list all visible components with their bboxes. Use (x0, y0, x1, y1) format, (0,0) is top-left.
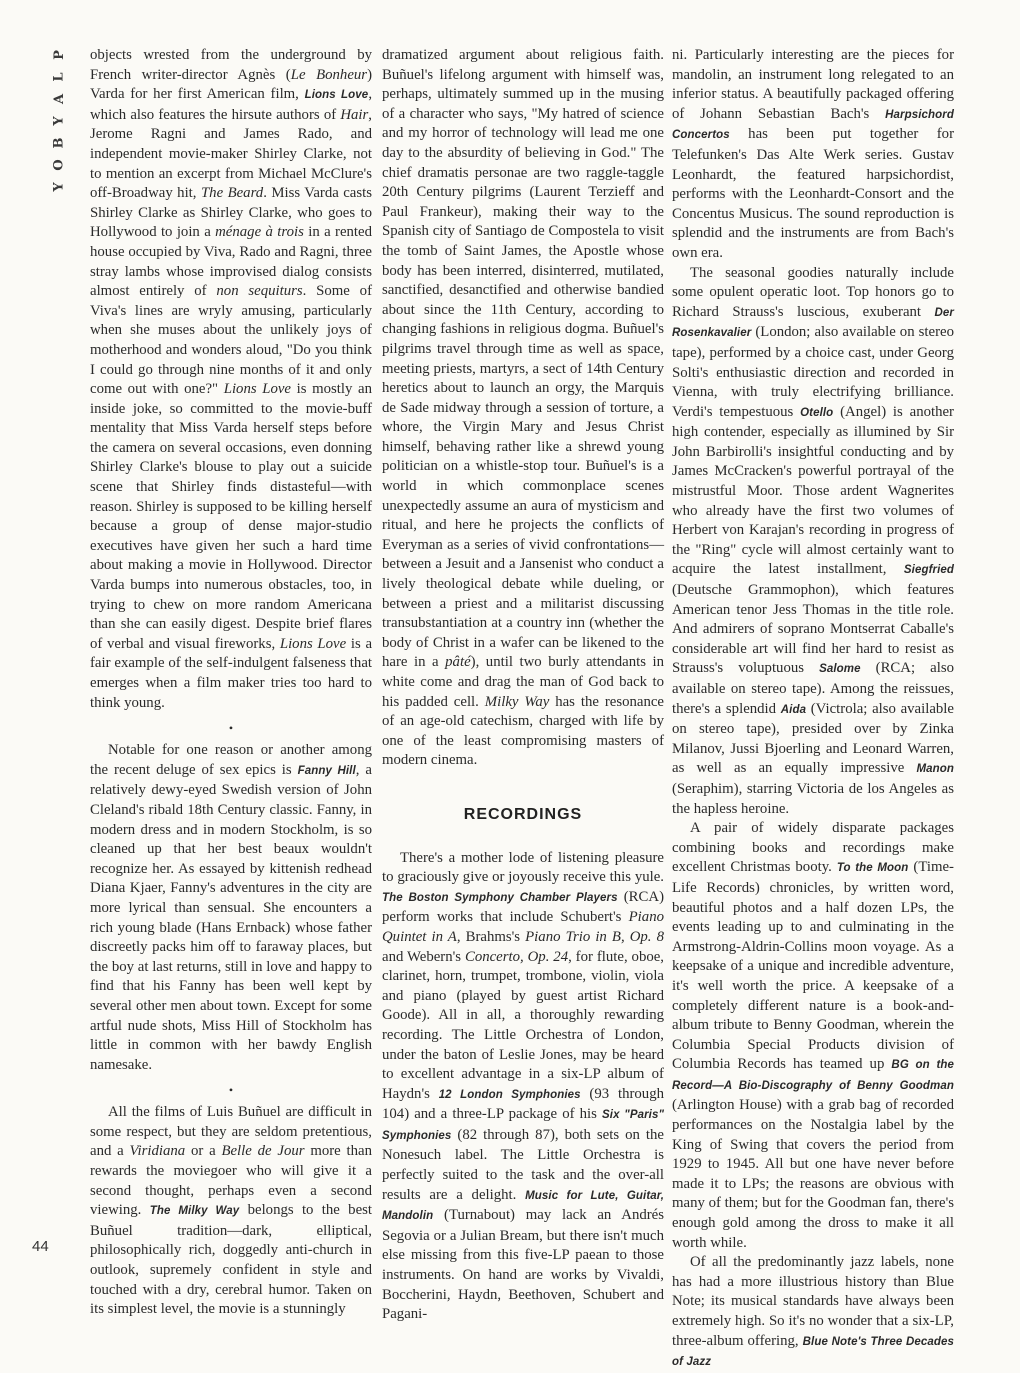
paragraph-opera: The seasonal goodies naturally include some opulent operatic loot. Top honors go to Richard Strauss's luscious, exuberant Der Rosenkavalier (London; also available on stereo tape), performed by a choice cast, under Georg Solti's enthusiastic direction and recorded in Vienna, with truly electrifying brilliance. Verdi's tempestuous Otello (Angel) is another high contender, especially as illumined by Sir John Barbirolli's insightful conducting and by James McCracken's powerful portrayal of the mistrustful Moor. Those ardent Wagnerites who already have the first two volumes of Herbert von Karajan's recording in progress of the "Ring" cycle will almost certainly want to acquire the latest installment, Siegfried (Deutsche Grammophon), which features American tenor Jess Thomas in the title role. And admirers of soprano Montserrat Caballe's considerable art will find her hard to resist as Strauss's voluptuous Salome (RCA; also available on stereo tape). Among the reissues, there's a splendid Aida (Victrola; also available on stereo tape), presided over by Zinka Milanov, Jussi Bjoerling and Leonard Warren, as well as an equally impressive Manon (Seraphim), starring Victoria de los Angeles as the hapless heroine. (672, 264, 954, 817)
masthead-letter: B (51, 137, 67, 149)
paragraph-fanny-hill: Notable for one reason or another among the recent deluge of sex epics is Fanny Hill, a relatively dewy-eyed Swedish version of John Cleland's ribald 18th Century classic. Fanny, in modern dress and in modern Stockholm, is so cleaned up that her best beaux wouldn't recognize her. As essayed by kittenish redhead Diana Kjaer, Fanny's adventures in the city are more lyrical than sensual. She encounters a rich young blade (Hans Ernback) whose father discreetly packs him off to faraway places, but the boy at last returns, still in love and happy to find that his Fanny has been well kept by several other men about town. Except for some artful nude shots, Miss Hill of Stockholm has little in common with her bawdy English namesake. (90, 742, 372, 1073)
masthead-letter: P (51, 50, 67, 60)
masthead-letter: L (51, 72, 67, 82)
paragraph-blue-note: Of all the predominantly jazz labels, none has had a more illustrious history than Blue Note; its musical standards have always been extremely high. So it's no wonder that a six-LP, three-album offering, Blue Note's Three Decades of Jazz (672, 1254, 954, 1369)
magazine-masthead-vertical (51, 48, 67, 194)
masthead-letter: Y (51, 182, 67, 192)
page-number: 44 (32, 1238, 49, 1255)
section-bullet: • (228, 1083, 234, 1098)
masthead-letter: Y (51, 116, 67, 126)
article-column-1 (90, 46, 372, 1320)
article-column-2 (382, 46, 664, 1325)
masthead-letter: A (51, 93, 67, 105)
section-bullet: • (228, 721, 234, 736)
paragraph-books-recordings: A pair of widely disparate packages combining books and recordings make excellent Christmas booty. To the Moon (Time-Life Records) chronicles, by written word, beautiful photos and a half dozen LPs, the events leading up to and culminating in the Armstrong-Aldrin-Collins moon voyage. As a keepsake of a unique and incredible adventure, it's well worth the price. A keepsake of a completely different nature is a book-and-album tribute to Benny Goodman, wherein the Columbia Special Products division of Columbia Records has teamed up BG on the Record—A Bio-Discography of Benny Goodman (Arlington House) with a grab bag of recorded performances on the Nostalgia label by the King of Swing that covers the period from 1929 to 1945. All but one have never before made it to LPs; the reasons are obvious with many of them; but for the Goodman fan, there's enough gold among the dross to make it all worth while. (672, 820, 954, 1251)
paragraph-lions-love: objects wrested from the underground by French writer-director Agnès (Le Bonheur) Varda for her first American film, Lions Love, which also features the hirsute authors of Hair, Jerome Ragni and James Rado, and independent movie-maker Shirley Clarke, not to mention an excerpt from Michael McClure's off-Broadway hit, The Beard. Miss Varda casts Shirley Clarke as Shirley Clarke, who goes to Hollywood to join a ménage à trois in a rented house occupied by Viva, Rado and Ragni, three stray lambs whose improvised dialog consists almost entirely of non sequiturs. Some of Viva's lines are wryly amusing, particularly when she muses about the unlikely joys of motherhood and wonders aloud, "Do you think I could go through nine months of it and only come out with one?" Lions Love is mostly an inside joke, so committed to the movie-buff mentality that Miss Varda herself steps before the camera on several occasions, even donning Shirley Clarke's blouse to play out a suicide scene that Shirley finds distasteful—with reason. Shirley is supposed to be killing herself because a group of dense major-studio executives have given her such a hard time about making a movie in Hollywood. Director Varda bumps into numerous obstacles, too, in trying to chew on more random Americana than she can easily digest. Despite brief flares of verbal and visual fireworks, Lions Love is a fair example of the self-indulgent falseness that emerges when a film maker tries too hard to think young. (90, 47, 373, 711)
paragraph-milky-way-continued: dramatized argument about religious faith. Buñuel's lifelong argument with himself was, perhaps, ultimately summed up in the musing of a character who says, "My hatred of science and my horror of technology will lead me one day to the absurdity of believing in God." The chief dramatis personae are two raggle-taggle 20th Century pilgrims (Laurent Terzieff and Paul Frankeur), making their way to the Spanish city of Santiago de Compostela to visit the tomb of Saint James, the Apostle whose body has been interred, disinterred, mutilated, sanctified, desanctified and otherwise bandied about since the 11th Century, according to changing fashions in religious dogma. Buñuel's pilgrims travel through time as well as space, meeting priests, martyrs, a sect of 14th Century heretics about to launch an orgy, the Marquis de Sade midway through a session of torture, a whore, the Virgin Mary and Jesus Christ himself, behaving rather like a shrewd young politician on a whistle-stop tour. Buñuel's is a world in which commonplace scenes unexpectedly assume an aura of mysticism and ritual, and here he projects the conflicts of Everyman as a series of vivid confrontations—between a Jesuit and a Jansenist who conduct a lively theological debate while dueling, or between a priest and a militarist discussing transubstantiation at a country inn (whether the body of Christ in a wafer can be likened to the hare in a pâté), until two burly attendants in white come and drag the man of God back to his padded cell. Milky Way has the resonance of an age-old catechism, charged with life by one of the least compromising masters of modern cinema. (382, 47, 665, 769)
section-heading-recordings: RECORDINGS (463, 805, 583, 823)
article-column-3 (672, 46, 954, 1373)
masthead-letter: O (51, 159, 67, 171)
paragraph-recordings-intro: There's a mother lode of listening pleasure to graciously give or joyously receive this yule. The Boston Symphony Chamber Players (RCA) perform works that include Schubert's Piano Quintet in A, Brahms's Piano Trio in B, Op. 8 and Webern's Concerto, Op. 24, for flute, oboe, clarinet, horn, trumpet, trombone, violin, viola and piano (played by guest artist Richard Goode). All in all, a thoroughly rewarding recording. The Little Orchestra of London, under the baton of Leslie Jones, may be heard to excellent advantage in a six-LP album of Haydn's 12 London Symphonies (93 through 104) and a three-LP package of his Six "Paris" Symphonies (82 through 87), both sets on the Nonesuch label. The Little Orchestra is perfectly suited to the task and the over-all results are a delight. Music for Lute, Guitar, Mandolin (Turnabout) may lack an Andrés Segovia or a Julian Bream, but there isn't much else missing from this five-LP paean to those instruments. On hand are works by Vivaldi, Boccherini, Haydn, Beethoven, Schubert and Pagani- (382, 849, 665, 1323)
paragraph-mandolin-bach: ni. Particularly interesting are the pieces for mandolin, an instrument long relegated to an inferior status. A beautifully packaged offering of Johann Sebastian Bach's Harpsichord Concertos has been put together for Telefunken's Das Alte Werk series. Gustav Leonhardt, the featured harpsichordist, performs with the Leonhardt-Consort and the Concentus Musicus. The sound reproduction is splendid and the instruments are from Bach's own era. (672, 47, 954, 261)
paragraph-milky-way: All the films of Luis Buñuel are difficult in some respect, but they are seldom pretentious, and a Viridiana or a Belle de Jour more than rewards the moviegoer who will give it a second thought, perhaps even a second viewing. The Milky Way belongs to the best Buñuel tradition—dark, elliptical, philosophically rich, doggedly anti-church in outlook, supremely confident in style and touched with a dry, cerebral humor. Taken on its simplest level, the movie is a stunningly (90, 1104, 373, 1318)
